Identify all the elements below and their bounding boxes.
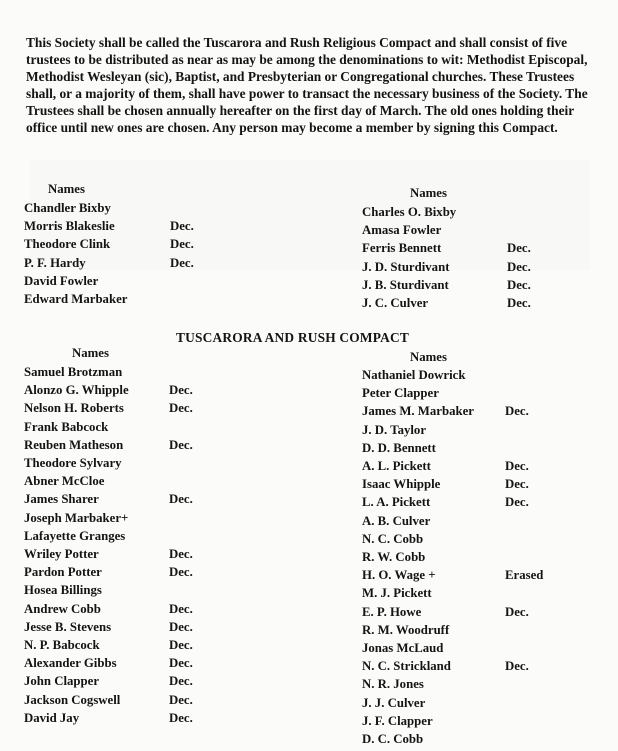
member-name: A. B. Culver (362, 513, 431, 528)
member-name: Pardon Potter (24, 565, 102, 580)
member-status: Dec. (169, 492, 193, 507)
member-name: Jonas McLaud (362, 641, 444, 655)
member-status: Dec. (505, 659, 529, 674)
member-name: N. C. Cobb (362, 531, 424, 546)
member-status: Dec. (169, 710, 193, 725)
member-name: R. W. Cobb (362, 550, 426, 564)
member-name: N. C. Strickland (362, 659, 451, 674)
member-name: Isaac Whipple (362, 477, 441, 492)
member-name: Ferris Bennett (362, 241, 442, 256)
member-name: James M. Marbaker (362, 404, 474, 419)
member-status: Dec. (505, 604, 529, 619)
compact-intro-paragraph: This Society shall be called the Tuscarora and Rush Religious Compact and shall consist of five trustees to be distributed as near as may be among the denominations to wit: Methodist Episcopal, Methodist Wesleyan (sic), Baptist, and Presbyterian or Congregational churches. These Trustees shall, or a majority of them, shall have power to transact the necessary business of the Society. The Trustees shall be chosen annually hereafter on the first day of March. The old ones holding their office until new ones are chosen. Any person may become a member by signing this Compact. (26, 35, 588, 135)
member-name: Wriley Potter (24, 547, 99, 561)
member-status: Dec. (507, 259, 531, 274)
member-name: R. M. Woodruff (362, 622, 450, 637)
member-name: Lafayette Granges (24, 528, 126, 543)
section2-right-header: Names (410, 350, 447, 364)
member-name: Peter Clapper (362, 386, 439, 401)
member-status: Dec. (169, 638, 193, 652)
member-name: Samuel Brotzman (24, 365, 123, 379)
section2-left-header: Names (72, 346, 109, 360)
member-name: Alexander Gibbs (24, 656, 117, 671)
member-name: John Clapper (24, 674, 100, 689)
member-name: H. O. Wage + (362, 568, 436, 583)
member-status: Dec. (169, 547, 193, 561)
member-status: Dec. (507, 277, 531, 292)
member-name: J. D. Taylor (362, 422, 426, 437)
member-name: L. A. Pickett (362, 495, 431, 510)
member-name: Andrew Cobb (24, 601, 101, 616)
member-status: Dec. (170, 255, 194, 270)
member-status: Dec. (169, 383, 193, 398)
member-name: David Fowler (24, 273, 99, 288)
member-name: J. C. Culver (362, 296, 429, 310)
compact-subtitle: TUSCARORA AND RUSH COMPACT (176, 330, 409, 345)
member-name: Nathaniel Dowrick (362, 368, 466, 382)
member-name: Alonzo G. Whipple (24, 383, 129, 398)
member-name: Theodore Sylvary (24, 456, 122, 470)
member-name: D. D. Bennett (362, 440, 436, 455)
member-name: David Jay (24, 710, 80, 725)
member-name: Amasa Fowler (362, 223, 442, 238)
member-status: Dec. (170, 219, 194, 234)
member-name: M. J. Pickett (362, 586, 432, 601)
member-status: Dec. (169, 565, 193, 580)
member-name: P. F. Hardy (24, 255, 86, 270)
member-status: Dec. (170, 237, 194, 252)
member-status: Dec. (169, 437, 193, 452)
member-status: Dec. (169, 619, 193, 634)
member-name: Abner McCloe (24, 474, 105, 489)
member-status: Dec. (505, 477, 529, 492)
member-status: Dec. (169, 674, 193, 689)
member-name: N. R. Jones (362, 677, 424, 692)
member-name: Charles O. Bixby (362, 205, 457, 219)
member-name: Nelson H. Roberts (24, 401, 124, 416)
member-name: James Sharer (24, 492, 99, 507)
member-name: Jackson Cogswell (24, 692, 121, 707)
bleed-through-shading (30, 160, 590, 270)
member-name: Theodore Clink (24, 237, 111, 252)
member-name: D. C. Cobb (362, 732, 424, 746)
member-status: Erased (505, 568, 544, 583)
member-name: Chandler Bixby (24, 201, 111, 215)
member-status: Dec. (505, 495, 529, 510)
member-name: Edward Marbaker (24, 292, 128, 306)
member-name: Hosea Billings (24, 583, 102, 598)
member-status: Dec. (507, 241, 531, 256)
member-status: Dec. (169, 656, 193, 671)
member-name: J. B. Sturdivant (362, 277, 449, 292)
member-name: E. P. Howe (362, 604, 422, 619)
section1-right-header: Names (410, 186, 447, 200)
member-status: Dec. (505, 459, 529, 473)
member-name: N. P. Babcock (24, 638, 100, 652)
member-name: J. F. Clapper (362, 713, 433, 728)
member-status: Dec. (169, 401, 193, 416)
member-name: Morris Blakeslie (24, 219, 115, 234)
member-status: Dec. (507, 296, 531, 310)
member-name: Joseph Marbaker+ (24, 510, 129, 525)
member-status: Dec. (505, 404, 529, 419)
member-name: J. D. Sturdivant (362, 259, 450, 274)
member-name: Reuben Matheson (24, 437, 124, 452)
member-status: Dec. (169, 692, 193, 707)
member-name: Frank Babcock (24, 419, 109, 434)
member-name: J. J. Culver (362, 695, 426, 710)
section1-left-header: Names (48, 182, 85, 196)
member-name: Jesse B. Stevens (24, 619, 112, 634)
member-name: A. L. Pickett (362, 459, 431, 473)
member-status: Dec. (169, 601, 193, 616)
